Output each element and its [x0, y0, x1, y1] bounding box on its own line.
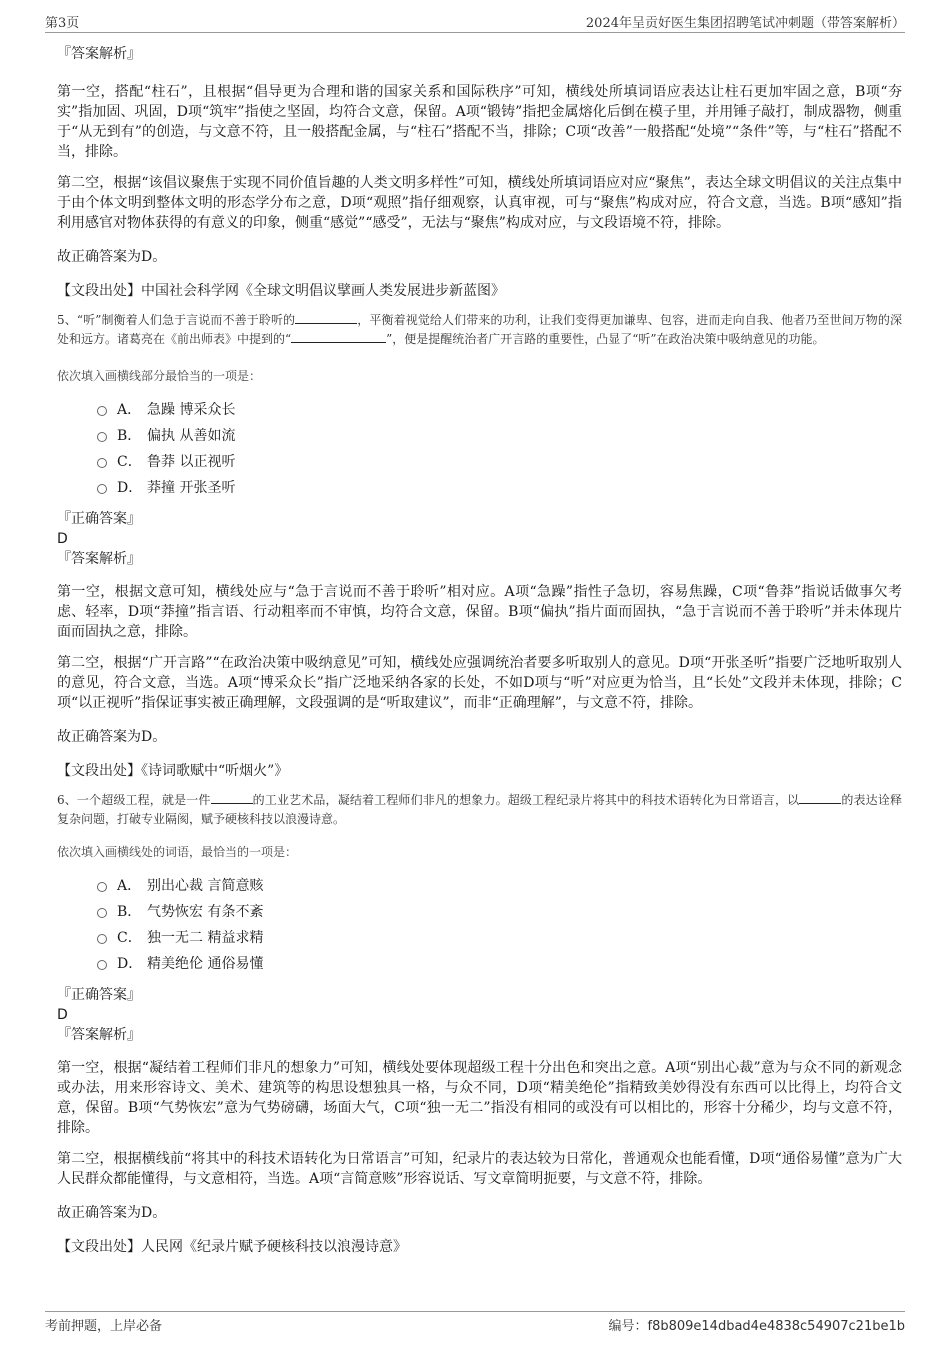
page-content	[57, 44, 902, 1257]
q6-stem-part-3: 的表达诠释复杂问题，打破专业隔阂，赋予硬核科技以浪漫诗意。	[57, 793, 902, 826]
q4-analysis-label: 『答案解析』	[57, 46, 141, 62]
radio-icon[interactable]	[97, 484, 107, 494]
q6-stem-part-2: 的工业艺术品，凝结着工程师们非凡的想象力。超级工程纪录片将其中的科技术语转化为日常语言，以	[252, 793, 800, 807]
q5-blank-1	[295, 311, 357, 324]
document-code-label: 编号：	[608, 1319, 648, 1334]
page-footer	[45, 1311, 905, 1334]
q6-analysis-paragraph-2: 第二空，根据横线前“将其中的科技术语转化为日常语言”可知，纪录片的表达较为日常化，普通观众也能看懂，D项“通俗易懂”意为广大人民群众都能懂得，与文意相符，当选。A项“言简意赅”形容说话、写文章简明扼要，与文意不符，排除。	[57, 1151, 902, 1187]
document-code	[608, 1315, 905, 1334]
q6-option-d[interactable]: D． 精美绝伦 通俗易懂	[57, 951, 902, 977]
radio-icon[interactable]	[97, 406, 107, 416]
q6-analysis-label: 『答案解析』	[57, 1027, 141, 1043]
q5-option-b[interactable]: B． 偏执 从善如流	[57, 423, 902, 449]
q6-correct-label: 『正确答案』	[57, 987, 141, 1003]
q6-stem	[57, 791, 902, 829]
radio-icon[interactable]	[97, 908, 107, 918]
document-code-value: f8b809e14dbad4e4838c54907c21be1b	[647, 1319, 905, 1334]
q5-correct-label: 『正确答案』	[57, 511, 141, 527]
q6-options	[57, 873, 902, 977]
q6-option-a[interactable]: A． 别出心裁 言简意赅	[57, 873, 902, 899]
footer-slogan: 考前押题，上岸必备	[45, 1319, 163, 1334]
q6-prompt: 依次填入画横线处的词语，最恰当的一项是：	[57, 845, 298, 859]
q5-stem-part-1: 5、“听”制衡着人们急于言说而不善于聆听的	[57, 313, 296, 327]
q5-option-c[interactable]: C． 鲁莽 以正视听	[57, 449, 902, 475]
q5-option-d[interactable]: D． 莽撞 开张圣听	[57, 475, 902, 501]
q5-option-a[interactable]: A． 急躁 博采众长	[57, 397, 902, 423]
q5-conclusion: 故正确答案为D。	[57, 729, 167, 745]
q6-source: 【文段出处】人民网《纪录片赋予硬核科技以浪漫诗意》	[57, 1239, 407, 1255]
q5-stem	[57, 311, 902, 349]
q5-blank-2	[291, 330, 386, 343]
radio-icon[interactable]	[97, 432, 107, 442]
q4-conclusion: 故正确答案为D。	[57, 249, 167, 265]
q6-correct-answer: D	[57, 1007, 68, 1023]
q4-analysis-paragraph-2: 第二空，根据“该倡议聚焦于实现不同价值旨趣的人类文明多样性”可知，横线处所填词语应对应“聚焦”，表达全球文明倡议的关注点集中于由个体文明到整体文明的形态学分布之意，D项“观照”指仔细观察，认真审视，可与“聚焦”构成对应，符合文意，当选。B项“感知”指利用感官对物体获得的有意义的印象，侧重“感觉”“感受”，无法与“聚焦”构成对应，与文段语境不符，排除。	[57, 175, 902, 231]
radio-icon[interactable]	[97, 960, 107, 970]
q6-option-b[interactable]: B． 气势恢宏 有条不紊	[57, 899, 902, 925]
q5-analysis-paragraph-1: 第一空，根据文意可知，横线处应与“急于言说而不善于聆听”相对应。A项“急躁”指性子急切，容易焦躁，C项“鲁莽”指说话做事欠考虑、轻率，D项“莽撞”指言语、行动粗率而不审慎，均符合文意，保留。B项“偏执”指片面而固执，“急于言说而不善于聆听”并未体现片面而固执之意，排除。	[57, 584, 902, 640]
q5-analysis-paragraph-2: 第二空，根据“广开言路”“在政治决策中吸纳意见”可知，横线处应强调统治者要多听取别人的意见。D项“开张圣听”指要广泛地听取别人的意见，符合文意，当选。A项“博采众长”指广泛地采纳各家的长处，不如D项与“听”对应更为恰当，且“长处”文段并未体现，排除；C项“以正视听”指保证事实被正确理解，文段强调的是“听取建议”，而非“正确理解”，与文意不符，排除。	[57, 655, 902, 711]
document-title: 2024年呈贡好医生集团招聘笔试冲刺题（带答案解析）	[585, 16, 905, 31]
q6-stem-part-1: 6、一个超级工程，就是一件	[57, 793, 211, 807]
q4-analysis-paragraph-1: 第一空，搭配“柱石”，且根据“倡导更为合理和谐的国家关系和国际秩序”可知，横线处所填词语应表达让柱石更加牢固之意，B项“夯实”指加固、巩固，D项“筑牢”指使之坚固，均符合文意，保留。A项“锻铸”指把金属熔化后倒在模子里，并用锤子敲打，制成器物，侧重于“从无到有”的创造，与文意不符，且一般搭配金属，与“柱石”搭配不当，排除；C项“改善”一般搭配“处境”“条件”等，与“柱石”搭配不当，排除。	[57, 84, 902, 160]
q5-source: 【文段出处】《诗词歌赋中“听烟火”》	[57, 763, 289, 779]
q6-option-c[interactable]: C． 独一无二 精益求精	[57, 925, 902, 951]
q5-options	[57, 397, 902, 501]
page-header	[45, 10, 905, 33]
q6-conclusion: 故正确答案为D。	[57, 1205, 167, 1221]
q4-source: 【文段出处】中国社会科学网《全球文明倡议擘画人类发展进步新蓝图》	[57, 283, 505, 299]
radio-icon[interactable]	[97, 882, 107, 892]
q5-prompt: 依次填入画横线部分最恰当的一项是：	[57, 369, 262, 383]
radio-icon[interactable]	[97, 934, 107, 944]
page-number: 第3页	[45, 16, 80, 31]
q5-stem-part-3: ”，便是提醒统治者广开言路的重要性，凸显了“听”在政治决策中吸纳意见的功能。	[386, 332, 825, 346]
radio-icon[interactable]	[97, 458, 107, 468]
q5-analysis-label: 『答案解析』	[57, 551, 141, 567]
q6-blank-2	[799, 791, 841, 804]
q5-stem-part-2: ，平衡着视觉给人们带来的功利，让我们变得更加谦卑、包容，进而走向自我、他者乃至世间万物的深处和远方。诸葛亮在《前出师表》中提到的“	[57, 313, 903, 346]
q5-correct-answer: D	[57, 531, 68, 547]
q6-blank-1	[211, 791, 253, 804]
q6-analysis-paragraph-1: 第一空，根据“凝结着工程师们非凡的想象力”可知，横线处要体现超级工程十分出色和突出之意。A项“别出心裁”意为与众不同的新观念或办法，用来形容诗文、美术、建筑等的构思设想独具一格，与众不同，D项“精美绝伦”指精致美妙得没有东西可以比得上，均符合文意，保留。B项“气势恢宏”意为气势磅礴，场面大气，C项“独一无二”指没有相同的或没有可以相比的，形容十分稀少，均与文意不符，排除。	[57, 1060, 902, 1136]
